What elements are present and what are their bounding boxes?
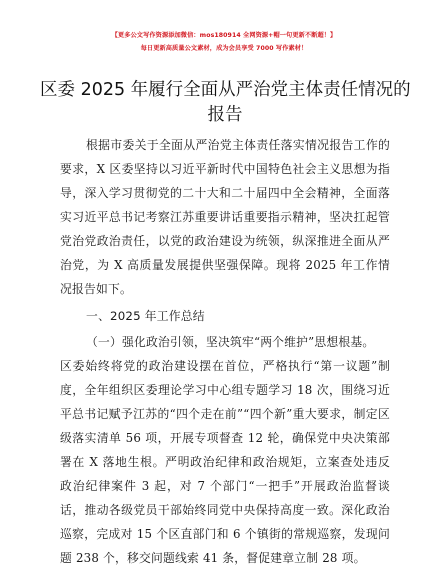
body-paragraph-line: 度，全年组织区委理论学习中心组专题学习 18 次，围绕习近 — [60, 383, 390, 397]
body-paragraph-line: 政治纪律案件 3 起，对 7 个部门“一把手”开展政治监督谈 — [60, 479, 390, 493]
body-paragraph-line: （一）强化政治引领，坚决筑牢“两个维护”思想根基。 — [86, 335, 375, 349]
intro-paragraph-line: 实习近平总书记考察江苏重要讲话重要指示精神，坚决扛起管 — [60, 210, 390, 224]
intro-paragraph-line: 要求，X 区委坚持以习近平新时代中国特色社会主义思想为指 — [60, 162, 390, 176]
body-paragraph-line: 题 238 个，移交问题线索 41 条，督促建章立制 28 项。 — [60, 551, 366, 565]
intro-paragraph-line: 根据市委关于全面从严治党主体责任落实情况报告工作的 — [86, 138, 390, 152]
intro-paragraph-line: 导，深入学习贯彻党的二十大和二十届四中全会精神，全面落 — [60, 186, 390, 200]
body-paragraph-line: 平总书记赋予江苏的“四个走在前”“四个新”重大要求，制定区 — [60, 407, 390, 421]
section-heading: 一、2025 年工作总结 — [86, 309, 205, 323]
document-title-line-1: 区委 2025 年履行全面从严治党主体责任情况的 — [40, 80, 411, 100]
body-paragraph-line: 巡察，完成对 15 个区直部门和 6 个镇街的常规巡察，发现问 — [60, 527, 390, 541]
promo-banner-line-1: 【更多公文写作资源添加微信：mos180914 全网资源+帽一句更新不断超！】 — [111, 32, 337, 39]
body-paragraph-line: 署在 X 落地生根。严明政治纪律和政治规矩，立案查处违反 — [60, 455, 390, 469]
body-paragraph-line: 级落实清单 56 项，开展专项督查 12 轮，确保党中央决策部 — [60, 431, 390, 445]
intro-paragraph-line: 治党，为 X 高质量发展提供坚强保障。现将 2025 年工作情 — [60, 258, 390, 272]
body-paragraph-line: 区委始终将党的政治建设摆在首位，严格执行“第一议题”制 — [60, 359, 390, 373]
intro-paragraph-line: 况报告如下。 — [60, 282, 132, 296]
document-title-line-2: 报告 — [207, 105, 243, 125]
intro-paragraph-line: 党治党政治责任，以党的政治建设为统领，纵深推进全面从严 — [60, 234, 390, 248]
promo-banner-line-2: 每日更新高质量公文素材，成为会员享受 7000 写作素材！ — [140, 45, 308, 52]
body-paragraph-line: 话，推动各级党员干部始终同党中央保持高度一致。深化政治 — [60, 503, 390, 517]
